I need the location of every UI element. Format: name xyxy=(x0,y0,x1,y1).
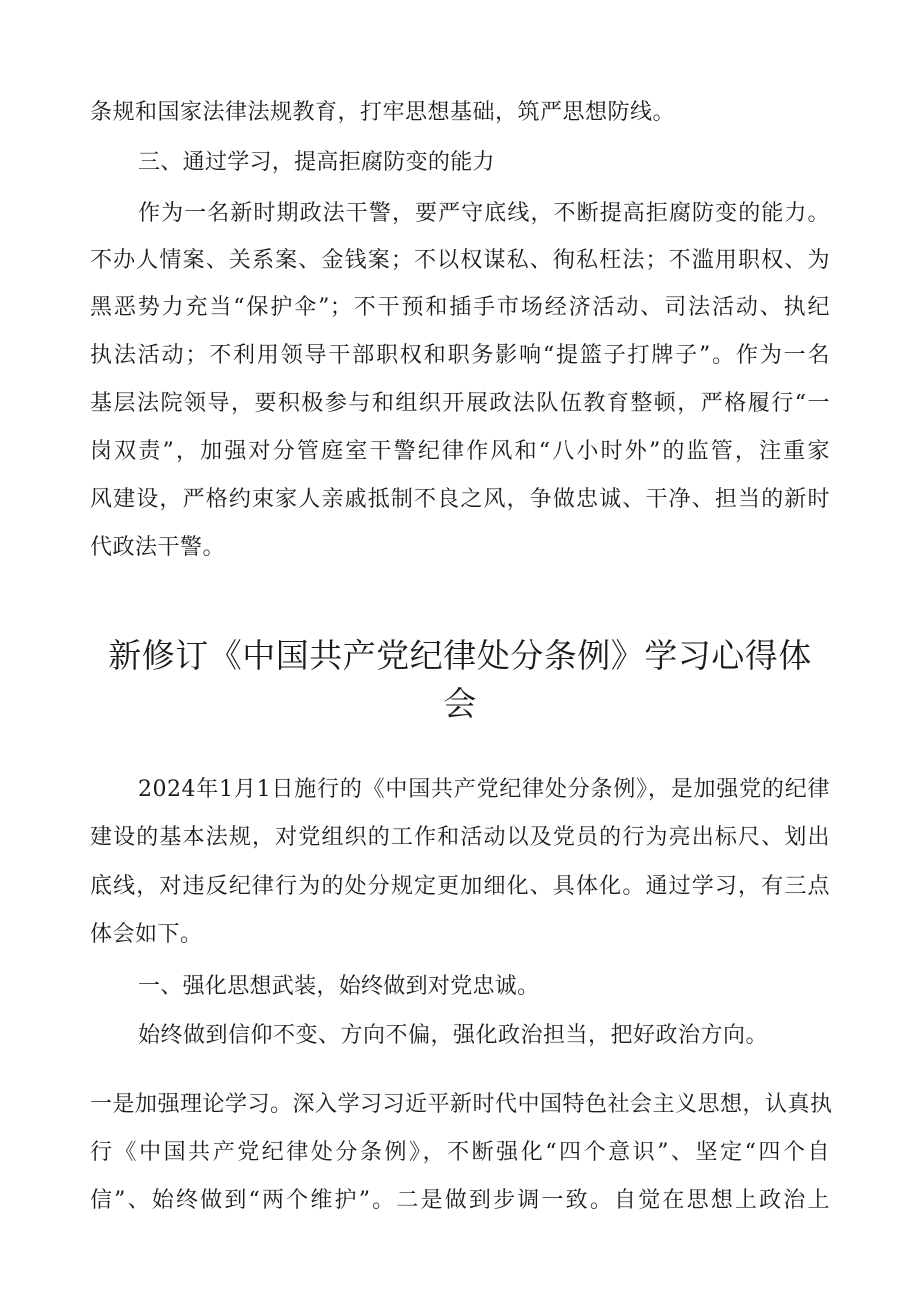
paragraph-line: 体会如下。 xyxy=(90,922,203,947)
section-heading-one: 一、强化思想武装，始终做到对党忠诚。 xyxy=(138,974,540,999)
paragraph-line: 信”、始终做到“两个维护”。二是做到步调一致。自觉在思想上政治上 xyxy=(90,1188,830,1213)
title-line: 会 xyxy=(443,684,477,723)
paragraph-line: 一是加强理论学习。深入学习习近平新时代中国特色社会主义思想，认真执 xyxy=(90,1092,833,1117)
paragraph-line: 2024年1月1日施行的《中国共产党纪律处分条例》，是加强党的纪律 xyxy=(138,777,830,802)
paragraph-line: 作为一名新时期政法干警，要严守底线，不断提高拒腐防变的能力。 xyxy=(138,201,830,226)
paragraph-line: 不办人情案、关系案、金钱案；不以权谋私、徇私枉法；不滥用职权、为 xyxy=(90,248,830,273)
paragraph-line: 底线，对违反纪律行为的处分规定更加细化、具体化。通过学习，有三点 xyxy=(90,874,830,899)
paragraph-line: 执法活动；不利用领导干部职权和职务影响“提篮子打牌子”。作为一名 xyxy=(90,343,830,368)
paragraph-line: 黑恶势力充当“保护伞”；不干预和插手市场经济活动、司法活动、执纪 xyxy=(90,295,830,320)
paragraph-continuation-line: 条规和国家法律法规教育，打牢思想基础，筑严思想防线。 xyxy=(90,100,676,125)
paragraph-line: 基层法院领导，要积极参与和组织开展政法队伍教育整顿，严格履行“一 xyxy=(90,391,830,416)
paragraph-line: 建设的基本法规，对党组织的工作和活动以及党员的行为亮出标尺、划出 xyxy=(90,825,830,850)
paragraph-line: 始终做到信仰不变、方向不偏，强化政治担当，把好政治方向。 xyxy=(138,1023,769,1048)
paragraph-line: 岗双责”，加强对分管庭室干警纪律作风和“八小时外”的监管，注重家 xyxy=(90,439,830,464)
paragraph-line: 风建设，严格约束家人亲戚抵制不良之风，争做忠诚、干净、担当的新时 xyxy=(90,487,830,512)
section-heading-three: 三、通过学习，提高拒腐防变的能力 xyxy=(138,150,495,175)
paragraph-line: 代政法干警。 xyxy=(90,535,226,560)
title-line: 新修订《中国共产党纪律处分条例》学习心得体 xyxy=(108,636,812,675)
paragraph-line: 行《中国共产党纪律处分条例》，不断强化“四个意识”、坚定“四个自 xyxy=(90,1140,830,1165)
